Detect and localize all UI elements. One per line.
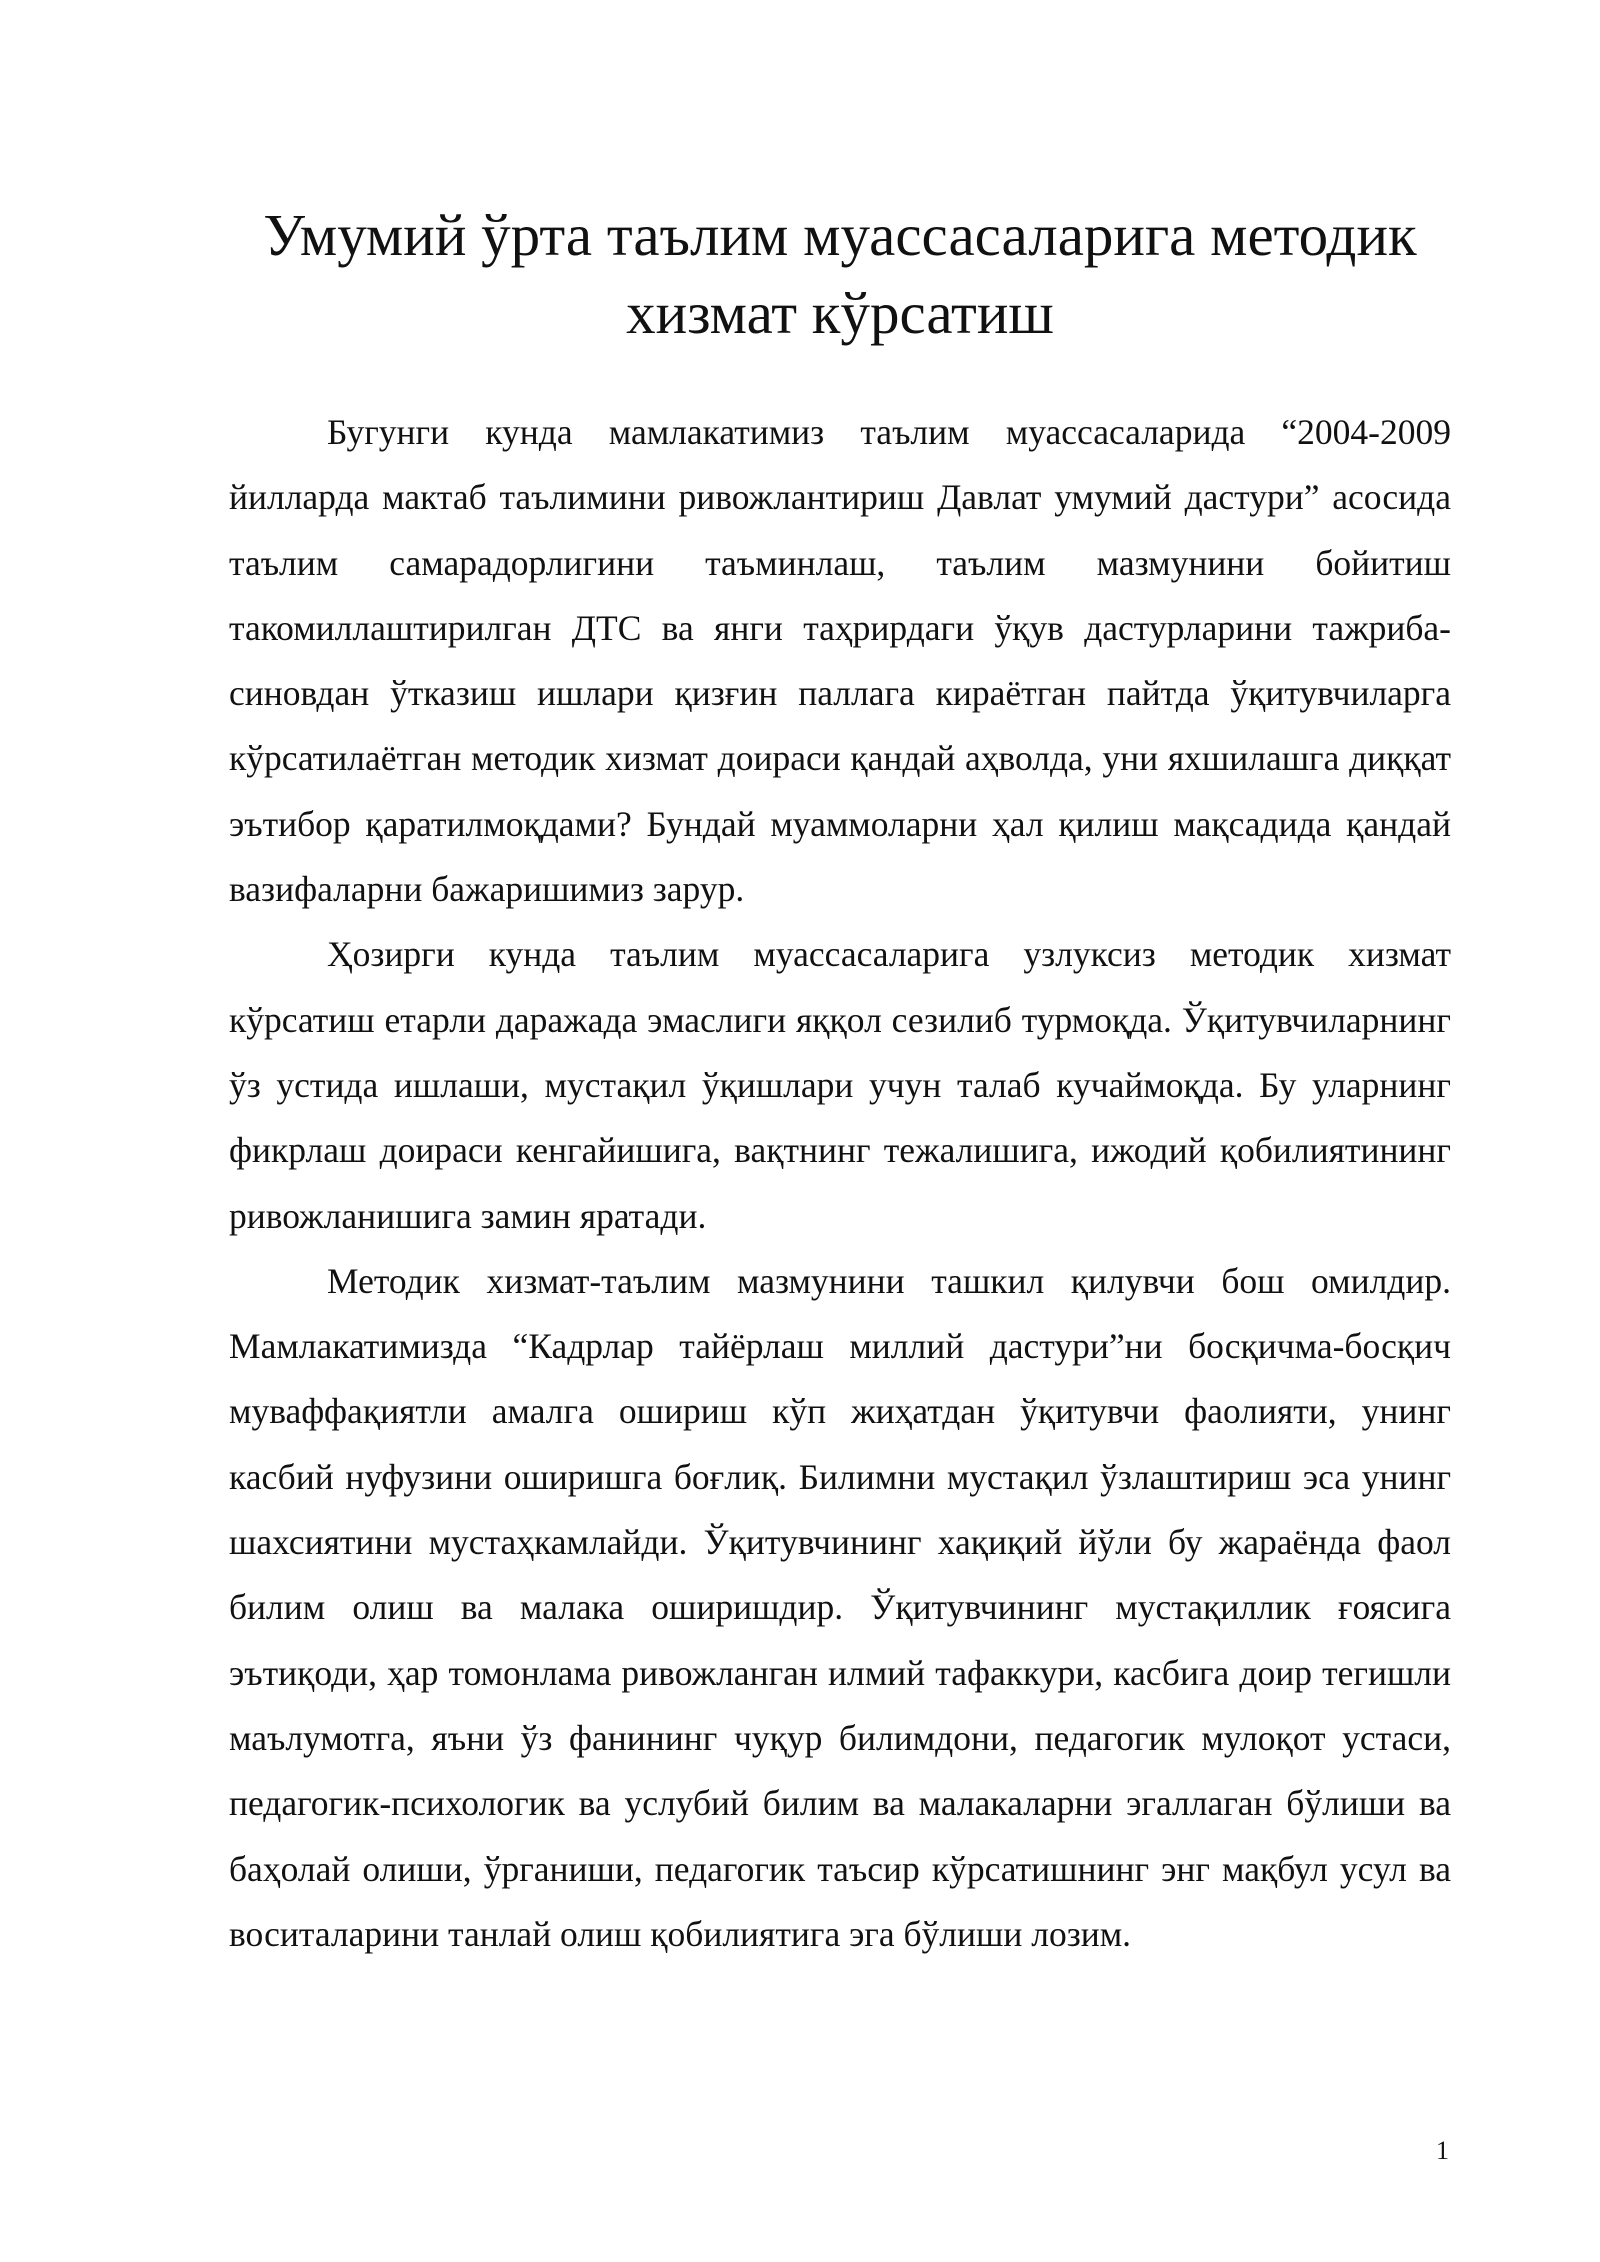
- page-number: 1: [1436, 2136, 1449, 2165]
- body-text: [229, 400, 1451, 1967]
- paragraph-2: Ҳозирги кунда таълим муассасаларига узлуксиз методик хизмат кўрсатиш етарли даражада эмаслиги яққол сезилиб турмоқда. Ўқитувчиларнинг ўз устида ишлаши, мустақил ўқишлари учун талаб кучаймоқда. Бу уларнинг фикрлаш доираси кенгайишига, вақтнинг тежалишига, ижодий қобилиятининг ривожланишига замин яратади.: [229, 934, 1451, 1236]
- paragraph-1: Бугунги кунда мамлакатимиз таълим муассасаларида “2004-2009 йилларда мактаб таълимини ривожлантириш Давлат умумий дастури” асосида таълим самарадорлигини таъминлаш, таълим мазмунини бойитиш такомиллаштирилган ДТС ва янги таҳрирдаги ўқув дастурларини тажриба-синовдан ўтказиш ишлари қизғин паллага кираётган пайтда ўқитувчиларга кўрсатилаётган методик хизмат доираси қандай аҳволда, уни яхшилашга диққат эътибор қаратилмоқдами? Бундай муаммоларни ҳал қилиш мақсадида қандай вазифаларни бажаришимиз зарур.: [229, 412, 1451, 910]
- paragraph-3: Методик хизмат-таълим мазмунини ташкил қилувчи бош омилдир. Мамлакатимизда “Кадрлар тайёрлаш миллий дастури”ни босқичма-босқич муваффақиятли амалга ошириш кўп жиҳатдан ўқитувчи фаолияти, унинг касбий нуфузини оширишга боғлиқ. Билимни мустақил ўзлаштириш эса унинг шахсиятини мустаҳкамлайди. Ўқитувчининг хақиқий йўли бу жараёнда фаол билим олиш ва малака оширишдир. Ўқитувчининг мустақиллик ғоясига эътиқоди, ҳар томонлама ривожланган илмий тафаккури, касбига доир тегишли маълумотга, яъни ўз фанининг чуқур билимдони, педагогик мулоқот устаси, педагогик-психологик ва услубий билим ва малакаларни эгаллаган бўлиши ва баҳолай олиши, ўрганиши, педагогик таъсир кўрсатишнинг энг мақбул усул ва воситаларини танлай олиш қобилиятига эга бўлиши лозим.: [229, 1260, 1451, 1954]
- page-title: Умумий ўрта таълим муассасаларига методик хизмат кўрсатиш: [263, 202, 1417, 346]
